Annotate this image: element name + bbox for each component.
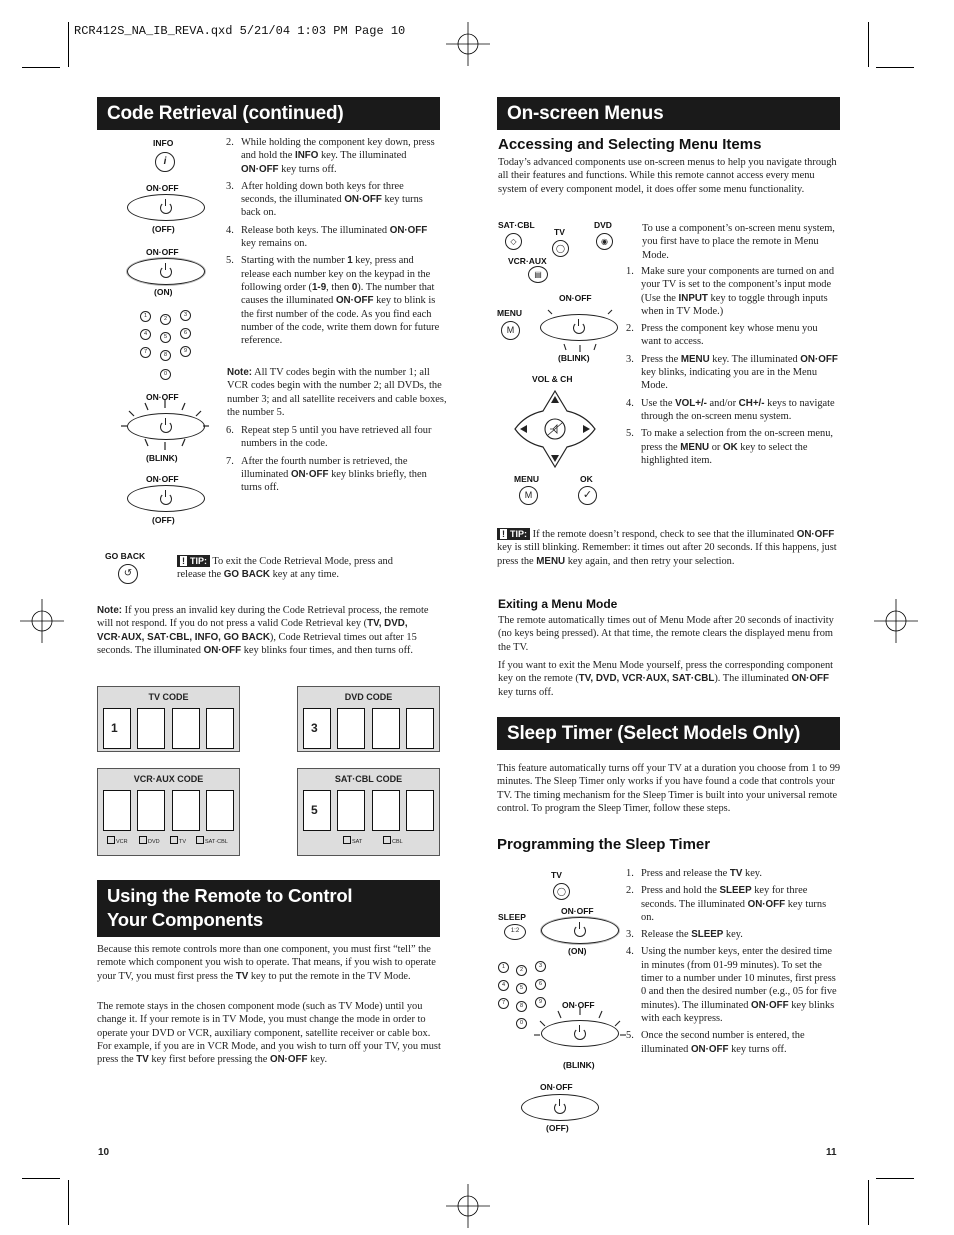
page-number-right: 11 [826,1147,837,1158]
sleep-label: SLEEP [498,912,526,922]
onoff-key-icon [127,258,205,285]
paragraph-exit-manual: If you want to exit the Menu Mode yourself, press the corresponding component key on the remote (TV, DVD, VCR·AUX, SAT·CBL). The illuminated ON·OFF key turns off. [498,660,834,698]
key-4-icon: 4 [140,329,151,340]
crop-mark [876,67,914,68]
tip-code-retrieval: ! TIP: To exit the Code Retrieval Mode, press and release the GO BACK key at any time. [177,556,393,581]
tip-menu: ! TIP: If the remote doesn’t respond, check to see that the illuminated ON·OFF key is still blinking. Remember: it times out after 20 seconds. If this happens, just press the MENU key again, and then retry your selection. [497,529,837,567]
crop-mark [68,22,69,67]
registration-mark-icon [20,599,64,643]
ok-key-icon: ✓ [578,486,597,505]
key-5-icon: 5 [160,332,171,343]
code-digit-cell[interactable] [372,790,400,831]
onoff-label: ON·OFF [559,293,592,303]
key-8-icon: 8 [160,350,171,361]
menu-steps [626,265,840,471]
crop-mark [68,1180,69,1225]
sat-cbl-code-box [297,768,440,856]
step-item: 7. After the fourth number is retrieved, the illuminated ON·OFF key blinks briefly, then turns off. [226,455,427,494]
tv-code-box [97,686,240,752]
key-4-icon: 4 [498,980,509,991]
subhead-exiting-menu: Exiting a Menu Mode [498,597,618,611]
tv-label: TV [554,227,565,237]
key-7-icon: 7 [498,998,509,1009]
step-item: 6. Repeat step 5 until you have retrieved all four numbers in the code. [226,425,432,450]
onoff-label: ON·OFF [562,1000,595,1010]
blink-label: (BLINK) [558,353,590,363]
key-2-icon: 2 [160,314,171,325]
registration-mark-icon [874,599,918,643]
onoff-key-icon [521,1094,599,1121]
code-digit-cell[interactable] [337,790,365,831]
code-digit-cell[interactable] [206,708,234,749]
key-1-icon: 1 [140,311,151,322]
tv-key-icon: ◯ [552,240,569,257]
checkbox-tv[interactable]: TV [170,836,186,849]
dvd-key-icon: ◉ [596,233,613,250]
code-digit-cell[interactable] [206,790,234,831]
code-digit-cell[interactable] [172,708,200,749]
vcraux-key-icon: ▤ [528,266,548,283]
onoff-key-icon [541,917,619,944]
registration-mark-icon [446,1184,490,1228]
step-item: 2. Press the component key whose menu you want to access. [626,323,818,348]
step-item: 2. Press and hold the SLEEP key for three seconds. The illuminated ON·OFF key turns on. [626,885,827,923]
on-label: (ON) [154,287,173,297]
key-3-icon: 3 [535,961,546,972]
key-6-icon: 6 [180,328,191,339]
checkbox-vcr[interactable]: VCR [107,836,128,849]
vcr-aux-code-box [97,768,240,856]
onoff-key-icon [127,194,205,221]
key-2-icon: 2 [516,965,527,976]
step-item: 4. Release both keys. The illuminated ON·OFF key remains on. [226,224,428,250]
tv-code-title: TV CODE [148,692,189,702]
paragraph-component-mode: The remote stays in the chosen component mode (such as TV Mode) until you change it. If your remote is in TV Mode, you must change the mode in order to operate your DVD or VCR, auxiliary component, satellite receiver or cable box. For example, if you are in VCR Mode, and you wish to turn off your TV, you must press the TV key first before pressing the ON·OFF key. [97,1001,441,1066]
section-title-sleep-timer: Sleep Timer (Select Models Only) [497,717,840,750]
file-header: RCR412S_NA_IB_REVA.qxd 5/21/04 1:03 PM Page 10 [74,24,406,38]
step-item: 3. Press the MENU key. The illuminated ON·OFF key blinks, indicating you are in the Menu Mode. [626,353,838,392]
info-label: INFO [153,138,174,148]
code-digit-cell[interactable] [137,790,165,831]
code-digit-cell[interactable] [137,708,165,749]
onoff-label: ON·OFF [146,474,179,484]
vol-ch-pad-icon [512,388,598,470]
paragraph-menu-intro: Today’s advanced components use on-screen menus to help you navigate through all their features and functions. While this remote cannot access every menu system of every component model, it does offer some menu functionality. [498,157,837,195]
key-6-icon: 6 [535,979,546,990]
code-digit-cell[interactable] [103,790,131,831]
key-7-icon: 7 [140,347,151,358]
sat-code-title: SAT·CBL CODE [334,774,403,784]
crop-mark [868,1180,869,1225]
info-key-icon: i [155,152,175,172]
step-item: 4. Using the number keys, enter the desired time in minutes (from 01-99 minutes). To set the timer to a number under 10 minutes, first press 0 and then the desired number (e.g., 05 for five minutes). The illuminated ON·OFF key blinks with each keypress. [626,946,837,1024]
step-item: 1. Make sure your components are turned on and your TV is set to the component’s input mode (Use the INPUT key to toggle through inputs when in TV Mode.) [626,266,835,317]
dvd-code-box [297,686,440,752]
key-9-icon: 9 [535,997,546,1008]
code-digit-cell[interactable] [337,708,365,749]
off-label: (OFF) [152,515,175,525]
menu-label: MENU [497,308,523,318]
note-code-prefix: Note: All TV codes begin with the number 1; all VCR codes begin with the number 2; all DVDs, the number 3; and all satellite receivers and cable boxes, the number 5. [227,367,447,418]
subhead-programming-sleep: Programming the Sleep Timer [497,836,711,853]
code-digit-cell[interactable] [172,790,200,831]
onoff-key-icon [127,485,205,512]
code-retrieval-steps [226,136,440,351]
blink-label: (BLINK) [563,1060,595,1070]
menu-key-icon: M [519,486,538,505]
off-label: (OFF) [546,1123,569,1133]
volch-label: VOL & CH [532,374,573,384]
onoff-key-icon [127,413,205,440]
paragraph-tell-remote: Because this remote controls more than one component, you must first “tell” the remote which component you wish to operate. That means, if you wish to operate your TV, you must first press the TV key to put the remote in the TV Mode. [97,944,436,982]
paragraph-menu-mode-intro: To use a component’s on-screen menu system, you first have to place the remote in Menu Mode. [642,223,835,261]
code-digit-cell[interactable] [406,790,434,831]
satcbl-label: SAT·CBL [498,220,535,230]
on-label: (ON) [568,946,587,956]
checkbox-cbl[interactable]: CBL [383,836,403,849]
note-invalid-key: Note: If you press an invalid key during the Code Retrieval process, the remote will not respond. If you do not press a valid Code Retrieval key (TV, DVD, VCR·AUX, SAT·CBL, INFO, GO BACK), Code Retrieval times out after 15 seconds. The illuminated ON·OFF key blinks four times, and then turns off. [97,605,429,656]
onoff-label: ON·OFF [561,906,594,916]
step-item: 5. Once the second number is entered, the illuminated ON·OFF key turns off. [626,1030,805,1055]
menu-label: MENU [514,474,540,484]
tip-badge: ! TIP: [497,528,530,540]
crop-mark [868,22,869,67]
step-item: 5. Starting with the number 1 key, press and release each number key on the keypad in the following order (1-9, then 0). The number that causes the illuminated ON·OFF key to blink is the first number of the code. As you find each number of the code, write them down for future reference. [226,255,440,347]
key-5-icon: 5 [516,983,527,994]
tv-key-icon: ◯ [553,883,570,900]
subhead-accessing-menu: Accessing and Selecting Menu Items [498,136,762,153]
onoff-label: ON·OFF [146,392,179,402]
section-title-using-remote: Using the Remote to Control Your Components [97,880,440,937]
key-9-icon: 9 [180,346,191,357]
crop-mark [22,67,60,68]
sleep-steps [626,867,840,1060]
sleep-key-icon: 1:2 [504,924,526,940]
section-title-onscreen-menus: On-screen Menus [497,97,840,130]
onoff-key-icon [541,1020,619,1047]
step-item: 4. Use the VOL+/- and/or CH+/- keys to navigate through the on-screen menu system. [626,397,835,422]
key-0-icon: 0 [516,1018,527,1029]
code-digit-cell[interactable]: 5 [303,790,331,831]
go-back-label: GO BACK [105,551,146,561]
code-digit-cell[interactable] [372,708,400,749]
checkbox-satcbl[interactable]: SAT·CBL [196,836,228,849]
dvd-label: DVD [594,220,612,230]
paragraph-exit-timeout: The remote automatically times out of Menu Mode after 20 seconds of inactivity (no keys being pressed). At that time, the remote clears the displayed menu from the TV. [498,615,834,653]
key-0-icon: 0 [160,369,171,380]
registration-mark-icon [446,22,490,66]
checkbox-sat[interactable]: SAT [343,836,362,849]
blink-label: (BLINK) [146,453,178,463]
onoff-label: ON·OFF [540,1082,573,1092]
paragraph-sleep-intro: This feature automatically turns off your TV at a duration you choose from 1 to 99 minutes. The Sleep Timer only works if you have found a code that controls your TV. The timing mechanism for the Sleep Timer is built into your universal remote control. To program the Sleep Timer, follow these steps. [497,763,841,814]
menu-key-icon: M [501,321,520,340]
crop-mark [876,1178,914,1179]
key-3-icon: 3 [180,310,191,321]
satcbl-key-icon: ◇ [505,233,522,250]
step-item: 5. To make a selection from the on-screen menu, press the MENU or OK key to select the highlighted item. [626,428,834,466]
ok-label: OK [580,474,593,484]
step-item: 3. After holding down both keys for three seconds, the illuminated ON·OFF key turns back on. [226,180,423,219]
checkbox-dvd[interactable]: DVD [139,836,160,849]
onoff-label: ON·OFF [146,183,179,193]
code-retrieval-steps-2 [226,424,440,498]
crop-mark [22,1178,60,1179]
step-item: 2. While holding the component key down, press and hold the INFO key. The illuminated ON·OFF key turns off. [226,137,435,175]
dvd-code-title: DVD CODE [344,692,393,702]
step-item: 3. Release the SLEEP key. [626,929,743,941]
vcraux-label: VCR·AUX [508,256,547,266]
onoff-label: ON·OFF [146,247,179,257]
go-back-key-icon: ↺ [118,564,138,584]
vcr-code-title: VCR·AUX CODE [133,774,204,784]
section-title-code-retrieval: Code Retrieval (continued) [97,97,440,130]
code-digit-cell[interactable]: 1 [103,708,131,749]
key-1-icon: 1 [498,962,509,973]
code-digit-cell[interactable] [406,708,434,749]
off-label: (OFF) [152,224,175,234]
tip-badge: ! TIP: [177,555,210,567]
code-digit-cell[interactable]: 3 [303,708,331,749]
key-8-icon: 8 [516,1001,527,1012]
page-number-left: 10 [98,1147,110,1158]
step-item: 1. Press and release the TV key. [626,868,762,879]
tv-label: TV [551,870,562,880]
blink-rays-icon [540,296,620,356]
